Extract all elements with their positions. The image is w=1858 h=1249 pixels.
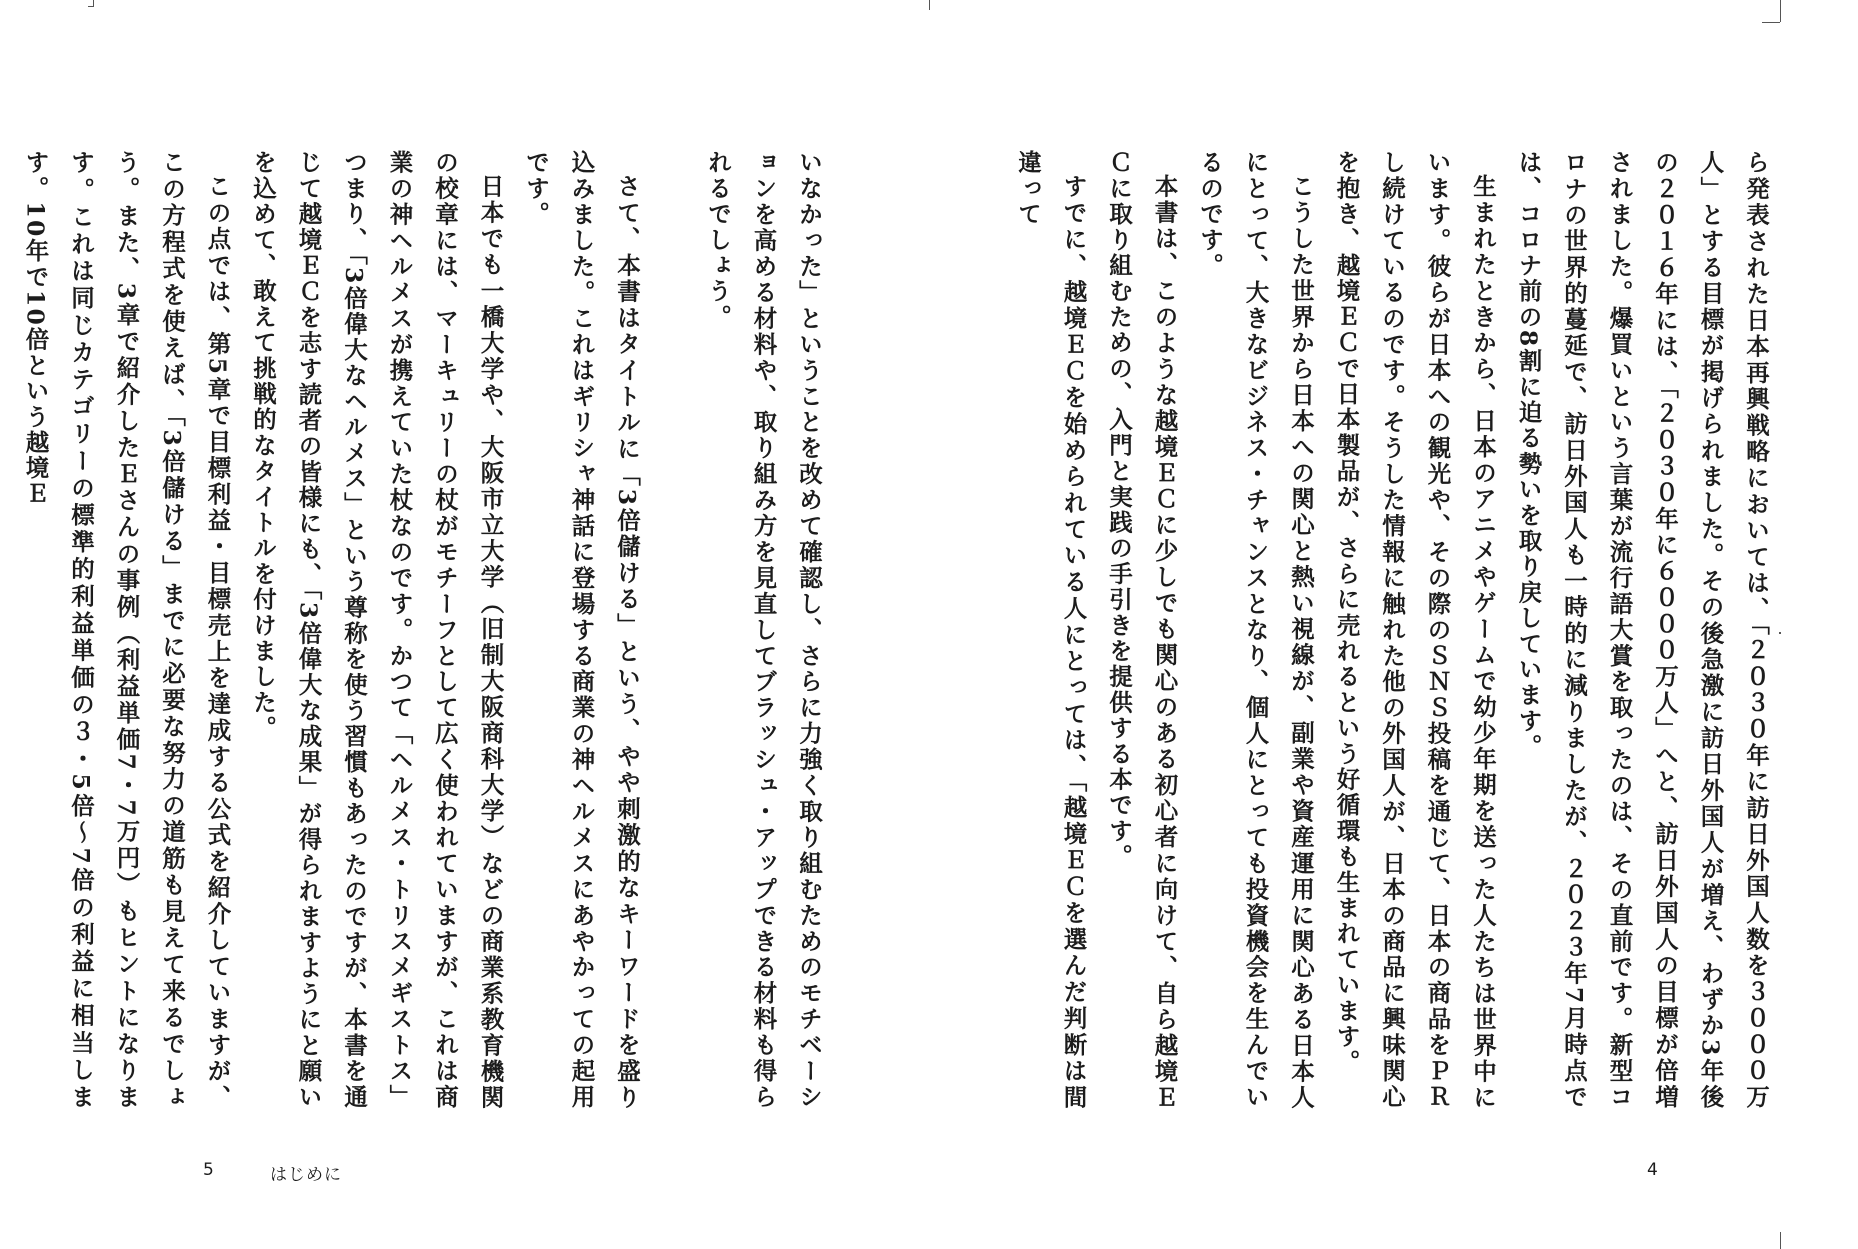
right-paragraph-4: 本書は、このような越境ＥＣに少しでも関心のある初心者に向けて、自ら越境ＥＣに取り組むための、入門と実践の手引きを提供する本です。 — [1105, 150, 1179, 1110]
left-page-body — [21, 150, 831, 1110]
page-number: 4 — [1647, 1160, 1658, 1180]
right-paragraph-3: こうした世界から日本への関心と熱い視線が、副業や資産運用に関心ある日本人にとって、大きなビジネス・チャンスとなり、個人にとっても投資機会を生んでいるのです。 — [1196, 150, 1315, 1110]
right-paragraph-1: ら発表された日本再興戦略においては、「２０３０年に訪日外国人数を３０００万人」とする目標が掲げられました。その後急激に訪日外国人が増え、わずか3年後の２０１６年には、「２０３０年に６０００万人」へと、訪日外国人の目標が倍増されました。爆買いという言葉が流行語大賞を取ったのは、その直前です。新型コロナの世界的蔓延で、訪日外国人も一時的に減りましたが、２０２３年7月時点では、コロナ前の8割に迫る勢いを取り戻しています。 — [1514, 150, 1770, 1110]
left-paragraph-3: 日本でも一橋大学や、大阪市立大学（旧制大阪商科大学）などの商業系教育機関の校章には、マーキュリーの杖がモチーフとして広く使われていますが、これは商業の神ヘルメスが携えていた杖なのです。かつて「ヘルメス・トリスメギストス」つまり、「3倍偉大なヘルメス」という尊称を使う習慣もあったのですが、本書を通じて越境ＥＣを志す読者の皆様にも、「3倍偉大な成果」が得られますようにと願いを込めて、敢えて挑戦的なタイトルを付けました。 — [249, 150, 505, 1110]
right-page-body — [1014, 150, 1778, 1110]
right-paragraph-5: すでに、越境ＥＣを始められている人にとっては、「越境ＥＣを選んだ判断は間違って — [1014, 150, 1088, 1110]
page-number: 5 — [203, 1160, 214, 1180]
right-page — [929, 0, 1858, 1249]
left-paragraph-4: この点では、第5章で目標利益・目標売上を達成する公式を紹介していますが、この方程式を使えば、「3倍儲ける」までに必要な努力の道筋も見えて来るでしょう。また、3章で紹介したＥさんの事例（利益単価7・7万円）もヒントになります。これは同じカテゴリーの標準的利益単価の３・5倍〜7倍の利益に相当します。10年で10倍という越境Ｅ — [21, 150, 232, 1110]
running-head: はじめに — [270, 1165, 342, 1185]
right-paragraph-2: 生まれたときから、日本のアニメやゲームで幼少年期を送った人たちは世界中にいます。彼らが日本への観光や、その際のＳＮＳ投稿を通じて、日本の商品をＰＲし続けているのです。そうした情報に触れた他の外国人が、日本の商品に興味関心を抱き、越境ＥＣで日本製品が、さらに売れるという好循環も生まれています。 — [1332, 150, 1497, 1110]
left-paragraph-1: いなかった」ということを改めて確認し、さらに力強く取り組むためのモチベーションを高める材料や、取り組み方を見直してブラッシュ・アップできる材料も得られるでしょう。 — [704, 150, 823, 1110]
left-paragraph-2: さて、本書はタイトルに「3倍儲ける」という、やや刺激的なキーワードを盛り込みました。これはギリシャ神話に登場する商業の神ヘルメスにあやかっての起用です。 — [522, 150, 641, 1110]
